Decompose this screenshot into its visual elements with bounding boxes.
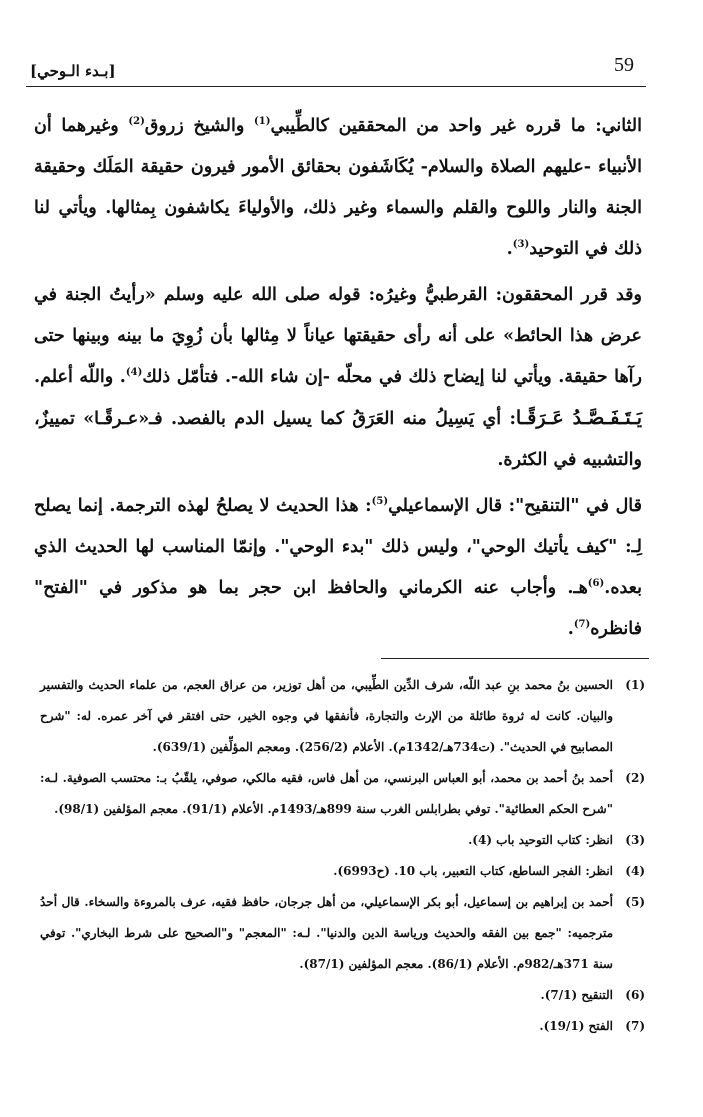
text-segment: : أي يَسِيلُ منه العَرَقُ كما يسيل الدم بالفصد. فـ«عـرقًـا» تمييزٌ، والتشبيه في الكثرة.	[34, 409, 642, 470]
text-segment: وغيرهما أن الأنبياء -عليهم الصلاة والسلام- يُكَاشَفون بحقائق الأمور فيرون حقيقة المَلَك وحقيقة الجنة والنار واللوح والقلم والسماء وغير ذلك، والأولياءَ يكاشفون بِمثالها. ويأتي لنا ذلك في التوحيد	[34, 116, 642, 259]
footnote-number: (6)	[625, 988, 645, 1002]
footnote-ref-1[interactable]: (1)	[254, 116, 271, 128]
footnote	[40, 856, 645, 887]
footnotes-section	[40, 670, 645, 1042]
text-segment: . واللّه أعلم.	[34, 367, 126, 387]
text-segment: الثاني: ما قرره غير واحد من المحققين كالطِّيبي	[270, 116, 643, 136]
footnote-ref-4[interactable]: (4)	[125, 367, 143, 379]
footnote-number: (5)	[625, 895, 645, 909]
text-segment: قال في "التنقيح": قال الإسماعيلي	[388, 496, 642, 516]
running-header: [بـدء الـوحي]	[30, 62, 116, 80]
paragraph-2	[34, 275, 642, 481]
text-segment: : هذا الحديث لا يصلحُ لهذه الترجمة. إنما يصلح لِـ: "كيف يأتيك الوحي"، وليس ذلك "بدء الوحي". وإنمّا المناسب لها الحديث الذي بعده.	[34, 496, 642, 598]
footnote	[40, 980, 645, 1011]
footnote	[40, 670, 645, 763]
footnote-text: أحمد بنُ أحمد بن محمد، أبو العباس البرنسي، من أهل فاس، فقيه مالكي، صوفي، يلقّبُ بـ: محتسب الصوفية. لـه: "شرح الحكم العطائية". توفي بطرابلس الغرب سنة 899هـ/1493م. الأعلام (91/1). معجم المؤلفين (98/1).	[40, 771, 613, 816]
footnote-ref-5[interactable]: (5)	[371, 496, 389, 508]
footnote-text: الحسين بنُ محمد بنِ عبد اللّه، شرف الدِّين الطِّيبي، من أهل توزير، من عراق العجم، من علماء الحديث والتفسير والبيان. كانت له ثروة طائلة من الإرث والتجارة، فأنفقها في وجوه الخير، حتى افتقر في آخر عمره. له: "شرح المصابيح في الحديث". (ت734هـ/1342م). الأعلام (256/2). ومعجم المؤلِّفين (639/1).	[40, 678, 613, 754]
footnote-number: (7)	[625, 1019, 645, 1033]
footnote-divider	[381, 658, 649, 659]
footnote-text: التنقيح (7/1).	[540, 988, 613, 1002]
footnote-ref-6[interactable]: (6)	[587, 578, 605, 590]
footnote	[40, 1011, 645, 1042]
header-divider	[26, 86, 646, 87]
footnote-text: الفتح (19/1).	[539, 1019, 613, 1033]
footnote-number: (4)	[625, 864, 645, 878]
paragraph-4	[34, 486, 642, 650]
footnote-text: انظر: كتاب التوحيد باب (4).	[468, 833, 613, 847]
hadith-word-heading: يَـتَـفَـصَّـدُ عَـرَقًـا	[515, 407, 642, 429]
text-segment: .	[567, 619, 574, 639]
footnote-text: أحمد بن إبراهيم بن إسماعيل، أبو بكر الإسماعيلي، من أهل جرجان، حافظ فقيه، عرف بالمروءة والسخاء. قال أحدُ مترجميه: "جمع بين الفقه والحديث ورياسة الدين والدنيا". لـه: "المعجم" و"الصحيح على شرط البخاري". توفي سنة 371هـ/982م. الأعلام (86/1). معجم المؤلفين (87/1).	[40, 895, 613, 971]
footnote-number: (1)	[625, 678, 645, 692]
footnote-ref-7[interactable]: (7)	[573, 619, 591, 631]
footnote-ref-2[interactable]: (2)	[128, 116, 145, 128]
text-segment: .	[506, 239, 513, 259]
footnote-number: (3)	[625, 833, 645, 847]
text-segment: هـ. وأجاب عنه الكرماني والحافظ ابن حجر بما هو مذكور في "الفتح" فانظره	[34, 578, 642, 639]
paragraph-1	[34, 106, 642, 270]
footnote	[40, 825, 645, 856]
footnote-number: (2)	[625, 771, 645, 785]
page-number: 59	[614, 54, 634, 76]
footnote	[40, 763, 645, 825]
text-segment: والشيخ زروق	[144, 116, 254, 136]
footnote-text: انظر: الفجر الساطع، كتاب التعبير، باب 10. (ح6993).	[333, 864, 613, 878]
footnote	[40, 887, 645, 980]
footnote-ref-3[interactable]: (3)	[512, 239, 530, 251]
main-text	[34, 106, 642, 655]
text-segment: وقد قرر المحققون: القرطبيُّ وغيرُه: قوله صلى الله عليه وسلم «رأيتُ الجنة في عرض هذا الحائط» على أنه رأى حقيقتها عياناً لا مِثالها بأن زُوِيَ ما بينه وبينها حتى رآها حقيقة. ويأتي لنا إيضاح ذلك في محلّه -إن شاء الله-. فتأمّل ذلك	[34, 285, 642, 387]
